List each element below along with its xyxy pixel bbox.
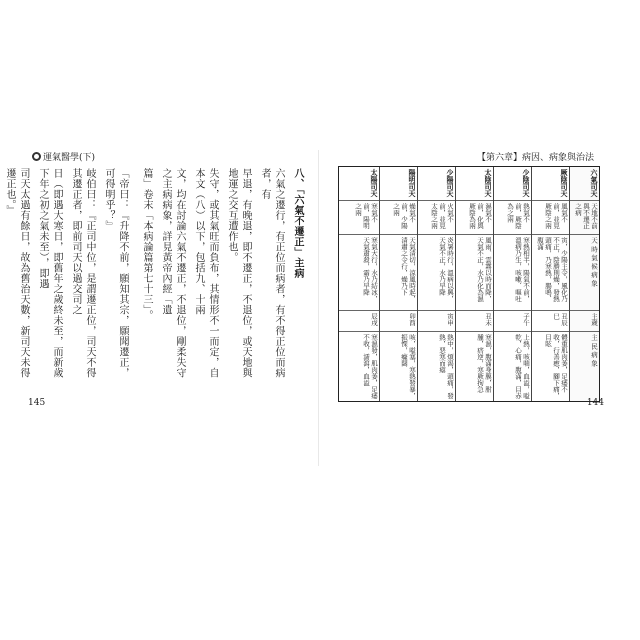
text-column: 岐伯曰：『正司中位，是謂遷正位，司天不得其遷正者，即前司天以過交司之 bbox=[70, 168, 95, 378]
text-column: 司天太過有餘日，故為舊治天數，新司天未得遷正也。』 bbox=[4, 168, 29, 378]
table-column-title: 厥陰司天 bbox=[532, 167, 569, 201]
table-cell: 天氣清切，涼風時起，清肅之令行，燥乃下 bbox=[380, 235, 417, 311]
table-cell: 子午 bbox=[494, 311, 531, 332]
left-running-header bbox=[32, 150, 95, 163]
right-running-header: 【第六章】病因、病象與治法 bbox=[476, 153, 594, 163]
page-spine bbox=[318, 150, 319, 466]
table-cell: 燥氣不前，少陽之兩 bbox=[380, 201, 417, 235]
table-cell: 寅，少陽主令，風化乃不正，陰勝則燥，發熱頭痛，乃寒熱，腸鳴、腹滿 bbox=[532, 235, 569, 311]
text-column: 六氣之遷行，有正位而病者，有不得正位而病者，有 bbox=[259, 168, 284, 378]
left-page bbox=[4, 150, 312, 466]
section-heading: 八、「六氣不遷正」主病 bbox=[292, 168, 303, 279]
table-cell: 寒氣大行，水乃結冰，天氣肅殺，霜乃早降 bbox=[339, 235, 379, 311]
table-column-title: 太陰司天 bbox=[456, 167, 493, 201]
book-logo-icon bbox=[32, 152, 41, 161]
text-column: 失守，或其氣旺而負布，其情形不一而定，自本文（八）以下，包括九、十兩 bbox=[193, 168, 218, 378]
table-cell: 火氣不前，並見太陰之兩 bbox=[418, 201, 455, 235]
table-cell: 天 時 氣 候 病 象 bbox=[570, 235, 599, 311]
table-cell: 熱中，煩渴，頭痛，發熱，惡寒而瘧 bbox=[438, 334, 454, 399]
table-cell: 主歲 bbox=[570, 311, 599, 332]
left-page-number: 145 bbox=[28, 398, 46, 408]
table-column bbox=[531, 167, 569, 401]
table-cell: 辰戌 bbox=[339, 311, 379, 332]
table-header-column bbox=[569, 167, 599, 401]
table-cell: 炎暑時行，溫病以興，天氣不正，水乃早降 bbox=[418, 235, 455, 311]
text-column: 早退，有晚退，即不遷正，不退位，或天地與地運之交互遭作也。 bbox=[226, 168, 251, 378]
table-column-title: 少陰司天 bbox=[494, 167, 531, 201]
table-column-title: 六氣司天 bbox=[570, 167, 599, 201]
table-cell: 卯酉 bbox=[380, 311, 417, 332]
table-column-title: 太陽司天 bbox=[339, 167, 379, 201]
table-column bbox=[455, 167, 493, 401]
text-column: 「帝曰：『升降不前，願知其宗，願聞遷正，可得明乎？』 bbox=[103, 168, 128, 378]
table-column-title: 陽明司天 bbox=[380, 167, 417, 201]
table-column-title: 少陽司天 bbox=[418, 167, 455, 201]
table-cell: 寅申 bbox=[418, 311, 455, 332]
left-body-text bbox=[4, 168, 304, 388]
table-cell: 體重肌肉萎，足痿不收，行善瘛，腳下痛，目眩 bbox=[544, 334, 568, 399]
table-cell: 寒氣不前，陽明之兩 bbox=[339, 201, 379, 235]
six-qi-table bbox=[338, 166, 600, 402]
table-cell: 天地不前與不遷正之病 bbox=[570, 201, 599, 235]
table-cell: 咳，嗌塞，寒熱發暴，振慄，癃閟 bbox=[400, 334, 416, 399]
text-column: 篇」卷末「本病論篇第七十三」。 bbox=[141, 168, 152, 321]
table-cell: 上熱，咳喘，血溢，嗌乾，心痛，腹滿，目赤 bbox=[514, 334, 530, 399]
table-cell: 丑辰巳 bbox=[532, 311, 569, 332]
table-cell: 熱氣不前，厥陰為之兩 bbox=[494, 201, 531, 235]
table-column bbox=[417, 167, 455, 401]
table-cell: 寒濕，腹滿身膜，胕腫，痞逆，寒厥拘急 bbox=[476, 334, 492, 393]
right-page-number: 144 bbox=[586, 398, 604, 408]
table-cell: 風氣不前，並見厥陰之兩 bbox=[532, 201, 569, 235]
table-cell: 寒熱相半，陽氣不前，溫病乃生，咳嗽、嘔吐 bbox=[494, 235, 531, 311]
left-header-title: 運氣醫學(下) bbox=[43, 153, 96, 163]
table-cell: 濕氣不前，化與厥陰為兩 bbox=[456, 201, 493, 235]
table-column bbox=[493, 167, 531, 401]
table-cell: 寒濕發，肌肉萎，足痿不收，濡瀉，血溢 bbox=[362, 334, 378, 399]
right-page bbox=[320, 150, 618, 466]
text-column: 日（即遇大寒日，即舊年之歲終未至，而新歲下年之初之氣未至），即遇 bbox=[37, 168, 62, 378]
text-column: 文，均在討論六氣不遷正，不退位，剛柔失守之主病病象，詳見黃帝內經「遺 bbox=[160, 168, 185, 378]
table-cell: 風雨、雲霧以時而降，天氣不正，水乃化為濕 bbox=[456, 235, 493, 311]
table-column bbox=[379, 167, 417, 401]
table-cell: 丑未 bbox=[456, 311, 493, 332]
table-column bbox=[339, 167, 379, 401]
table-cell: 主 民 病 象 bbox=[590, 334, 598, 367]
